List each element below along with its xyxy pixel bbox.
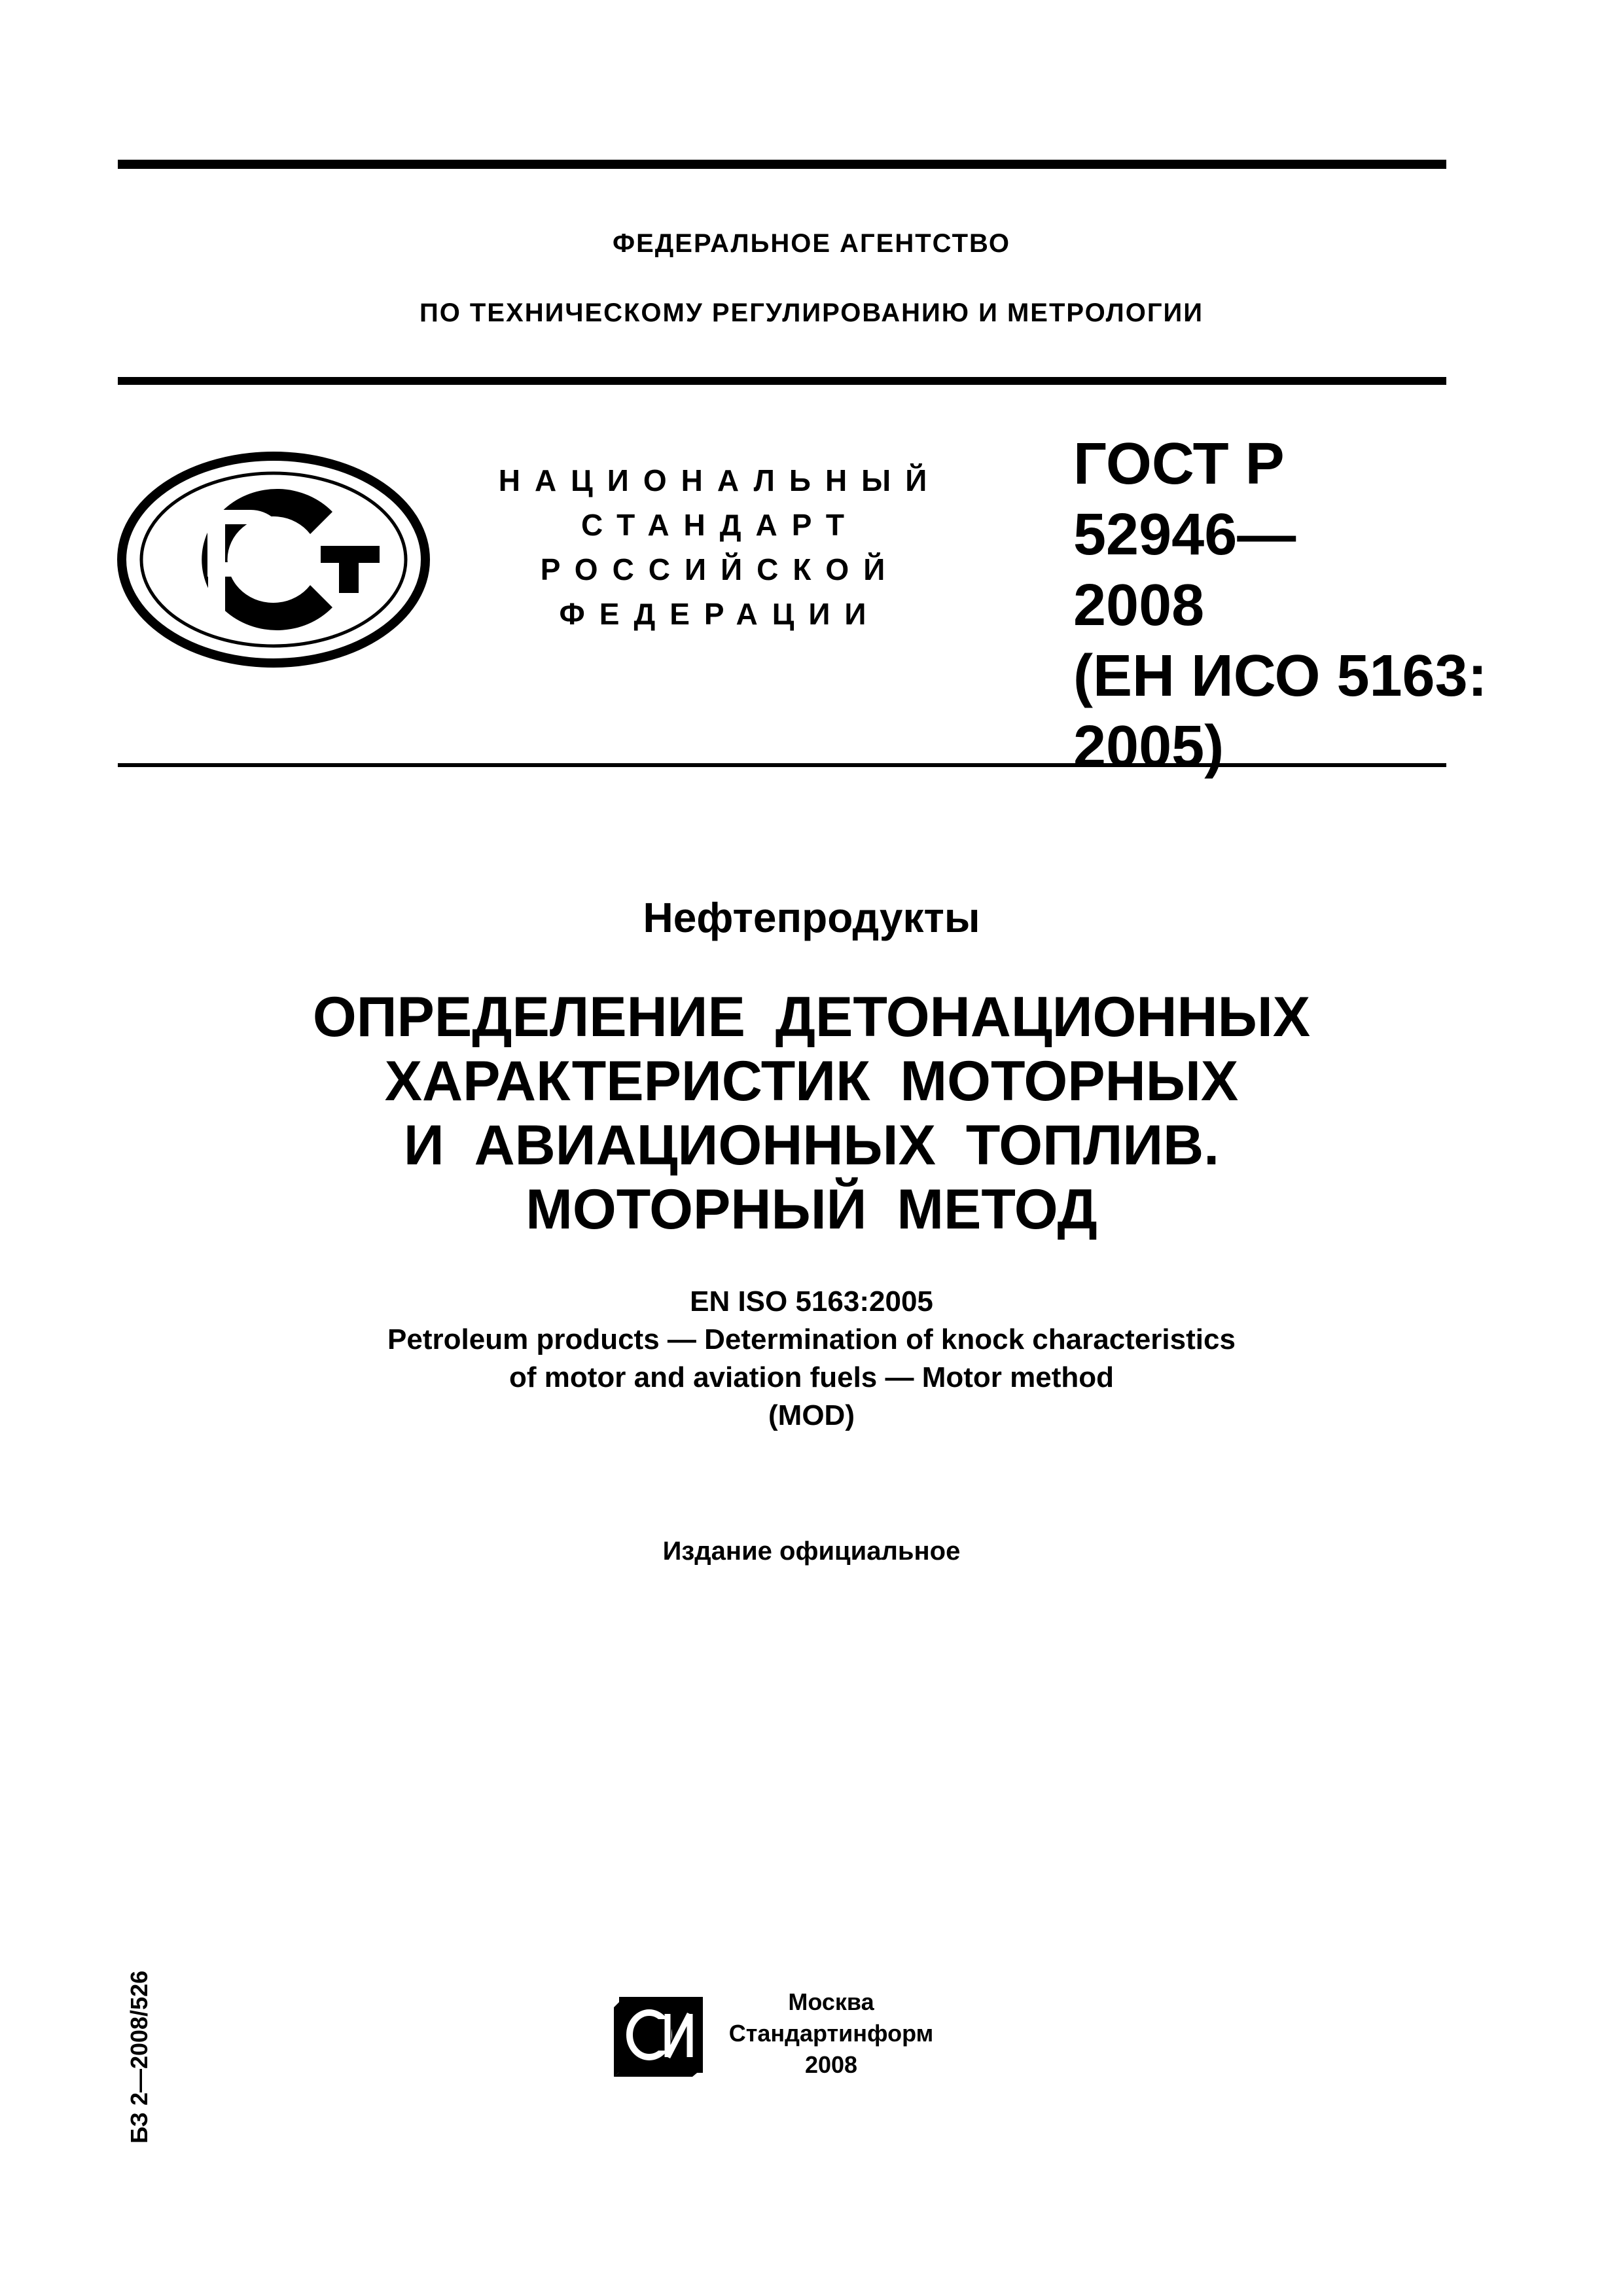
category-title: Нефтепродукты	[643, 894, 980, 941]
national-line1: НАЦИОНАЛЬНЫЙ	[498, 463, 942, 497]
title-line3: И АВИАЦИОННЫХ ТОПЛИВ.	[403, 1114, 1220, 1177]
rst-logo-icon	[116, 452, 431, 668]
title-line1: ОПРЕДЕЛЕНИЕ ДЕТОНАЦИОННЫХ	[312, 986, 1311, 1049]
header-rule	[118, 377, 1446, 385]
national-line4: ФЕДЕРАЦИИ	[559, 597, 881, 631]
standartinform-logo-icon	[609, 1993, 707, 2078]
side-code: БЗ 2—2008/526	[126, 1970, 152, 2144]
english-line3: of motor and aviation fuels — Motor method	[509, 1361, 1114, 1393]
title-line2: ХАРАКТЕРИСТИК МОТОРНЫХ	[384, 1050, 1239, 1113]
standard-line3: 2008	[1073, 573, 1205, 638]
publisher-year: 2008	[804, 2051, 858, 2078]
publisher-city: Москва	[788, 1988, 874, 2015]
edition-label: Издание официальное	[662, 1537, 961, 1566]
publisher-name: Стандартинформ	[728, 2020, 934, 2047]
english-line2: Petroleum products — Determination of knock characteristics	[387, 1323, 1236, 1355]
national-line3: РОССИЙСКОЙ	[540, 552, 900, 586]
title-line4: МОТОРНЫЙ МЕТОД	[526, 1178, 1097, 1241]
top-rule	[118, 160, 1446, 169]
document-title	[0, 985, 1623, 1242]
english-title	[0, 1283, 1623, 1435]
standard-line2: 52946—	[1073, 502, 1296, 567]
national-standard-label	[458, 458, 982, 636]
english-line4: (MOD)	[768, 1399, 855, 1431]
standard-line4: (ЕН ИСО 5163:	[1073, 643, 1488, 709]
standard-line1: ГОСТ Р	[1073, 431, 1285, 497]
standard-line5: 2005)	[1073, 714, 1224, 780]
publisher-info	[726, 1986, 936, 2081]
standard-designation	[1073, 429, 1488, 782]
agency-line1: ФЕДЕРАЛЬНОЕ АГЕНТСТВО	[612, 229, 1011, 258]
english-line1: EN ISO 5163:2005	[690, 1285, 933, 1318]
agency-line2: ПО ТЕХНИЧЕСКОМУ РЕГУЛИРОВАНИЮ И МЕТРОЛОГИИ	[419, 298, 1204, 327]
national-line2: СТАНДАРТ	[581, 508, 859, 542]
